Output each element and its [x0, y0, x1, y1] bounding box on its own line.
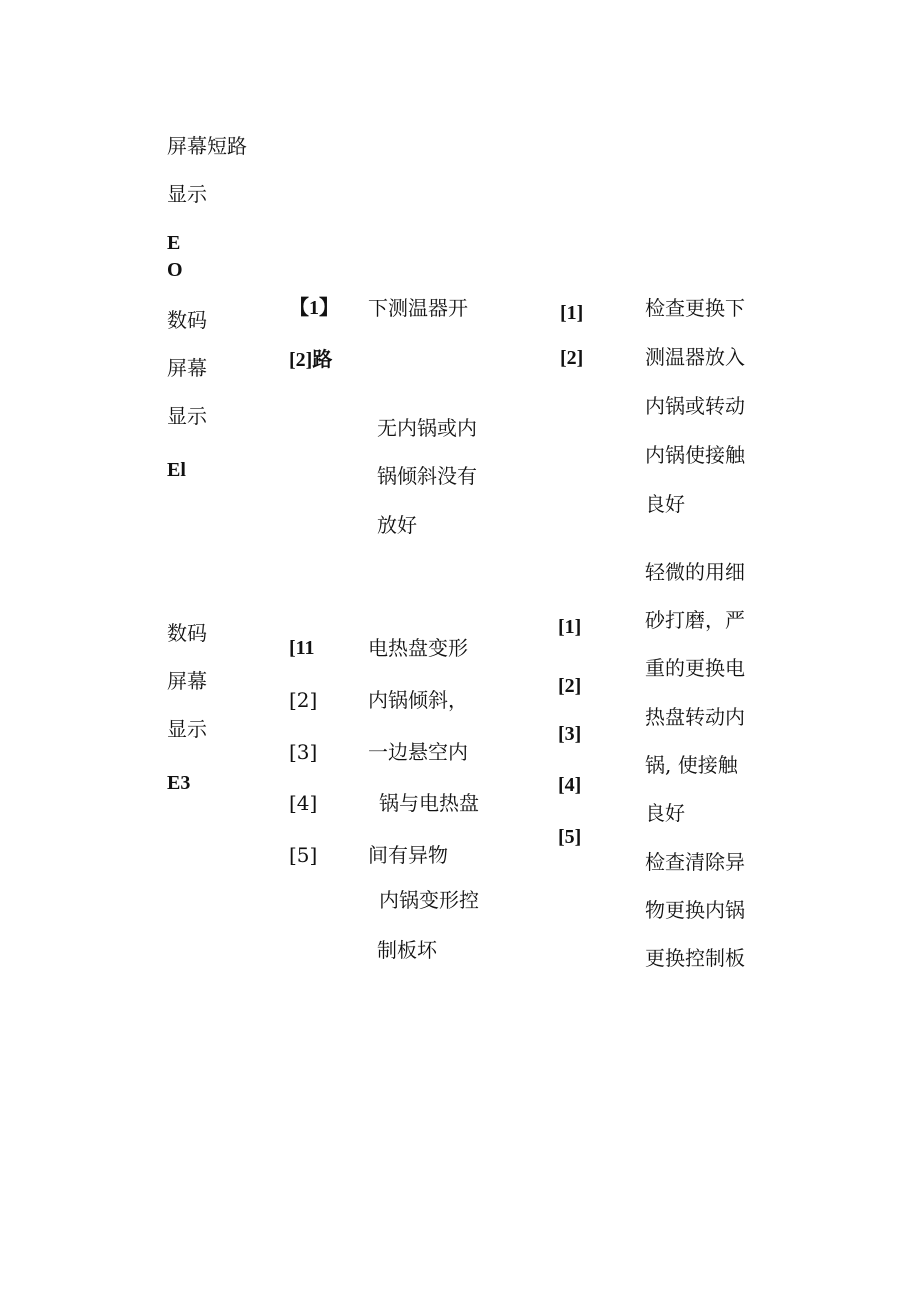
e1-symptom-line: 数码: [167, 308, 207, 332]
symptom-header-line2: 显示: [167, 182, 207, 206]
e1-remedy-line: 内锅使接触: [645, 443, 745, 467]
e1-remedy-line: 检查更换下: [645, 296, 745, 320]
e1-cause-line: 无内锅或内: [377, 416, 477, 440]
e1-cause-line: 锅倾斜没有: [377, 464, 477, 488]
e3-remedy-line: 检查清除异: [645, 850, 745, 874]
e1-error-code: El: [167, 459, 186, 481]
e1-remedy-line: 测温器放入: [645, 345, 745, 369]
e3-cause-line: 内锅变形控: [379, 888, 479, 912]
e3-remedy-line: 热盘转动内: [645, 705, 745, 729]
e3-remedy-marker: [1]: [558, 616, 582, 638]
e3-error-code: E3: [167, 772, 191, 794]
e3-remedy-marker: [2]: [558, 675, 582, 697]
e1-cause-marker: [2]路: [289, 349, 333, 371]
e3-cause-marker: [2]: [289, 688, 318, 712]
e1-remedy-marker: [2]: [560, 347, 584, 369]
e1-cause-marker: 【1】: [289, 297, 339, 319]
e3-remedy-line: 更换控制板: [645, 946, 745, 970]
error-code-e: E: [167, 232, 181, 254]
e3-cause-line: 一边悬空内: [368, 740, 468, 764]
e3-remedy-marker: [3]: [558, 723, 582, 745]
e3-symptom-line: 数码: [167, 621, 207, 645]
e3-remedy-line: 锅, 使接触: [645, 753, 738, 777]
e1-remedy-line: 内锅或转动: [645, 394, 745, 418]
error-code-o: O: [167, 259, 183, 281]
e1-symptom-line: 显示: [167, 404, 207, 428]
e1-cause-line: 下测温器开: [368, 296, 468, 320]
e3-remedy-marker: [4]: [558, 774, 582, 796]
e3-cause-marker: [5]: [289, 843, 318, 867]
e1-remedy-marker: [1]: [560, 302, 584, 324]
e3-remedy-marker: [5]: [558, 826, 582, 848]
symptom-header-line1: 屏幕短路: [167, 134, 247, 158]
e3-symptom-line: 显示: [167, 717, 207, 741]
e3-cause-marker: [4]: [289, 791, 318, 815]
e3-cause-line: 间有异物: [368, 843, 448, 867]
e3-cause-line: 内锅倾斜，: [368, 688, 468, 712]
e3-cause-marker: [3]: [289, 740, 318, 764]
e3-cause-marker: [11: [289, 637, 315, 659]
e3-remedy-line: 轻微的用细: [645, 560, 745, 584]
e3-cause-line: 锅与电热盘: [379, 791, 479, 815]
e3-remedy-line: 良好: [645, 801, 685, 825]
e1-symptom-line: 屏幕: [167, 356, 207, 380]
e3-symptom-line: 屏幕: [167, 669, 207, 693]
e1-cause-line: 放好: [377, 513, 417, 537]
e3-remedy-line: 重的更换电: [645, 656, 745, 680]
e3-cause-line: 电热盘变形: [368, 636, 468, 660]
e1-remedy-line: 良好: [645, 492, 685, 516]
e3-cause-line: 制板坏: [377, 938, 437, 962]
e3-remedy-line: 物更换内锅: [645, 898, 745, 922]
e3-remedy-line: 砂打磨，严: [645, 608, 745, 632]
